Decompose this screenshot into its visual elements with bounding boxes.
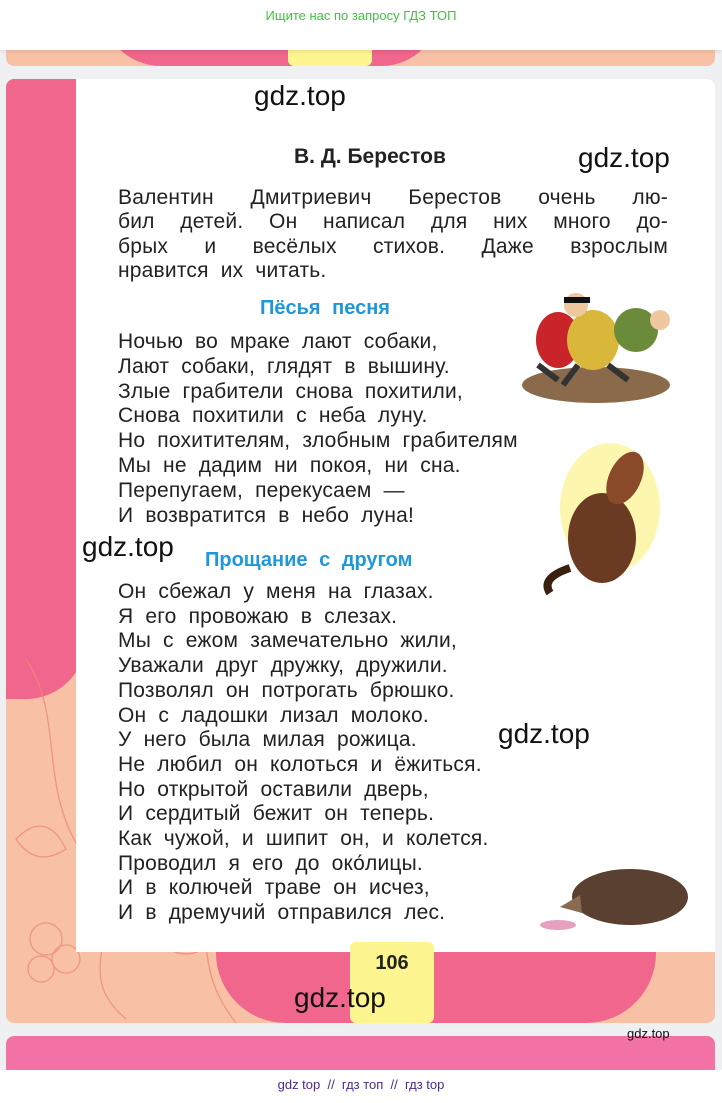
poem-line: Он с ладошки лизал молоко. [118, 703, 429, 727]
poem-line: И возвратится в небо луна! [118, 503, 415, 527]
watermark: gdz.top [578, 142, 670, 173]
hedgehog-illustration [530, 855, 695, 935]
poem-title: Пёсья песня [260, 297, 390, 319]
watermark: gdz.top [254, 80, 346, 111]
intro-line: бил детей. Он написал для них много до- [118, 210, 668, 233]
poem-line: Лают собаки, глядят в вышину. [118, 354, 450, 378]
poem-line: Перепугаем, перекусаем — [118, 478, 405, 502]
poem-line: Мы не дадим ни покоя, ни сна. [118, 454, 461, 477]
poem-line: Позволял он потрогать брюшко. [118, 678, 455, 702]
watermark: gdz.top [82, 531, 174, 562]
search-hint-banner: Ищите нас по запросу ГДЗ ТОП [265, 8, 457, 23]
poem-line: Мы с ежом замечательно жили, [118, 629, 457, 653]
poem-line: Уважали друг дружку, дружили. [118, 654, 448, 678]
robbers-illustration [518, 285, 673, 405]
poem-line: Но открытой оставили дверь, [118, 777, 429, 801]
watermark: gdz.top [498, 718, 590, 749]
author-title: В. Д. Берестов [294, 145, 446, 168]
intro-line: брых и весёлых стихов. Даже взрослым [118, 235, 668, 258]
poem-line: Ночью во мраке лают собаки, [118, 330, 438, 353]
intro-line: Валентин Дмитриевич Берестов очень лю- [118, 186, 668, 209]
poem-line: И в дремучий отправился лес. [118, 901, 446, 925]
poem-line: Я его провожаю в слезах. [118, 604, 398, 628]
pink-side-strip [6, 79, 86, 699]
poem-title: Прощание с другом [205, 549, 413, 571]
watermark: gdz.top [627, 1026, 670, 1041]
top-bar [0, 0, 722, 50]
poem-line: Как чужой, и шипит он, и колется. [118, 827, 489, 850]
poem-line: Он сбежал у меня на глазах. [118, 580, 434, 603]
poem-line: Не любил он колоться и ёжиться. [118, 752, 482, 776]
footer-links[interactable]: gdz top // гдз топ // гдз top [0, 1070, 722, 1103]
intro-line: нравится их читать. [118, 259, 327, 282]
poem-line: И в колючей траве он исчез, [118, 876, 430, 900]
watermark: gdz.top [294, 982, 386, 1013]
poem-line: Злые грабители снова похитили, [118, 379, 463, 403]
poem-line: Снова похитили с неба луну. [118, 404, 428, 428]
poem-line: И сердитый бежит он теперь. [118, 802, 435, 826]
page-number: 106 [375, 952, 409, 974]
poem-line: Проводил я его до око́лицы. [118, 851, 423, 875]
dog-illustration [530, 428, 680, 598]
poem-line: У него была милая рожица. [118, 728, 417, 752]
poem-line: Но похитителям, злобным грабителям [118, 429, 518, 453]
